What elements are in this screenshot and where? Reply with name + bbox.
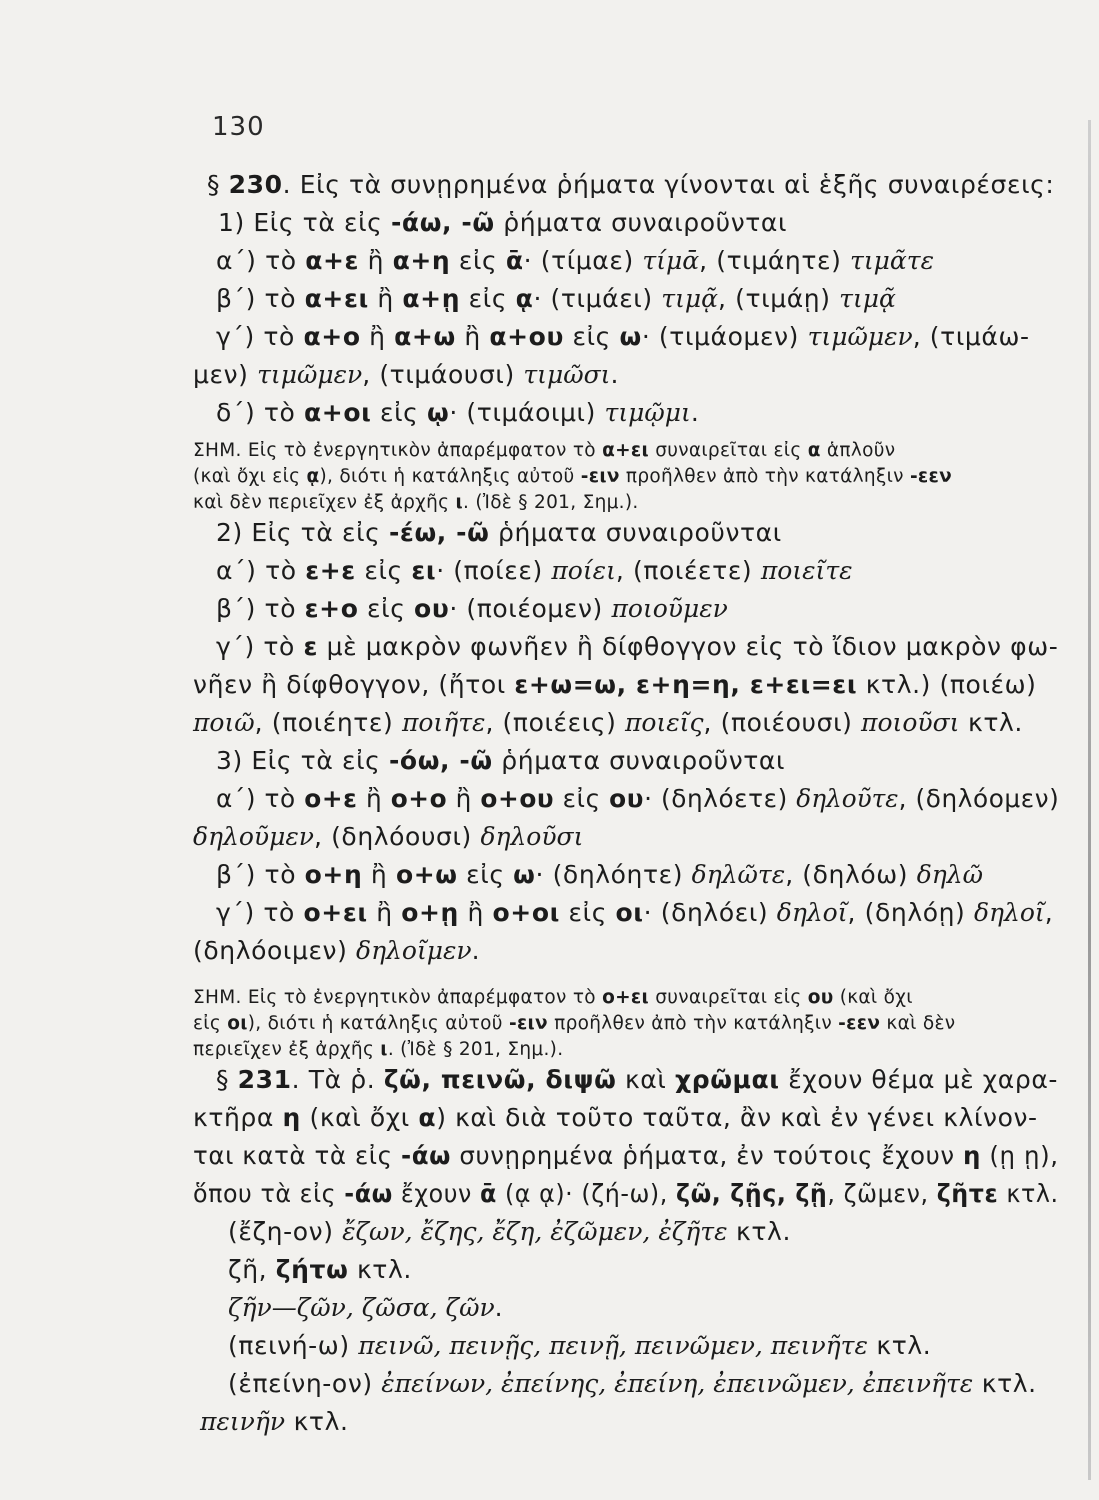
page-edge [1088,120,1091,1480]
rule-2b: β΄) τὸ ε+ο εἰς ου· (ποιέομεν) ποιοῦμεν [216,594,728,623]
rule-1c-cont: μεν) τιμῶμεν, (τιμάουσι) τιμῶσι. [193,360,620,389]
rule-3a-cont: δηλοῦμεν, (δηλόουσι) δηλοῦσι [193,822,584,851]
note-1-line-1: ΣΗΜ. Εἰς τὸ ἐνεργητικὸν ἀπαρέμφατον τὸ α+ει συναιρεῖται εἰς α ἁπλοῦν [193,440,896,461]
para-231-line-4: ὅπου τὰ εἰς -άω ἔχουν ᾱ (ᾳ ᾳ)· (ζή-ω), ζῶ, ζῇς, ζῇ, ζῶμεν, ζῆτε κτλ. [193,1179,1059,1208]
note-1-line-2: (καὶ ὄχι εἰς ᾳ), διότι ἡ κατάληξις αὐτοῦ -ειν προῆλθεν ἀπὸ τὴν κατάληξιν -εεν [193,466,953,487]
para-231-line-9: (ἐπείνη-ον) ἐπείνων, ἐπείνης, ἐπείνη, ἐπεινῶμεν, ἐπεινῆτε κτλ. [228,1369,1037,1398]
para-231-line-7: ζῆν—ζῶν, ζῶσα, ζῶν. [228,1293,504,1322]
page-number: 130 [212,112,265,142]
rule-2c-cont-2: ποιῶ, (ποιέητε) ποιῆτε, (ποιέεις) ποιεῖς, (ποιέουσι) ποιοῦσι κτλ. [193,708,1023,737]
rule-1c: γ΄) τὸ α+ο ἢ α+ω ἢ α+ου εἰς ω· (τιμάομεν) τιμῶμεν, (τιμάω- [216,322,1030,351]
para-231-line-3: ται κατὰ τὰ εἰς -άω συνῃρημένα ῥήματα, ἐν τούτοις ἔχουν η (ῃ ῃ), [193,1141,1059,1170]
rule-2a: α΄) τὸ ε+ε εἰς ει· (ποίεε) ποίει, (ποιέετε) ποιεῖτε [216,556,853,585]
note-2-line-1: ΣΗΜ. Εἰς τὸ ἐνεργητικὸν ἀπαρέμφατον τὸ ο+ει συναιρεῖται εἰς ου (καὶ ὄχι [193,987,913,1008]
rule-2-heading: 2) Εἰς τὰ εἰς -έω, -ῶ ῥήματα συναιροῦνται [216,518,782,547]
note-2-line-2: εἰς οι), διότι ἡ κατάληξις αὐτοῦ -ειν προῆλθεν ἀπὸ τὴν κατάληξιν -εεν καὶ δὲν [193,1013,956,1034]
para-231-line-10: πεινῆν κτλ. [200,1407,349,1436]
para-230-heading: § 230. Εἰς τὰ συνῃρημένα ῥήματα γίνονται αἱ ἑξῆς συναιρέσεις: [207,170,1055,199]
rule-2c: γ΄) τὸ ε μὲ μακρὸν φωνῆεν ἢ δίφθογγον εἰς τὸ ἴδιον μακρὸν φω- [216,632,1059,661]
para-231-line-6: ζῆ, ζήτω κτλ. [228,1255,412,1284]
rule-3b: β΄) τὸ ο+η ἢ ο+ω εἰς ω· (δηλόητε) δηλῶτε, (δηλόω) δηλῶ [216,860,983,889]
rule-3-heading: 3) Εἰς τὰ εἰς -όω, -ῶ ῥήματα συναιροῦνται [216,746,786,775]
rule-1-heading: 1) Εἰς τὰ εἰς -άω, -ῶ ῥήματα συναιροῦνται [218,208,788,237]
para-231-line-5: (ἔζη-ον) ἔζων, ἔζης, ἔζη, ἐζῶμεν, ἐζῆτε κτλ. [228,1217,791,1246]
rule-3c: γ΄) τὸ ο+ει ἢ ο+ῃ ἢ ο+οι εἰς οι· (δηλόει) δηλοῖ, (δηλόῃ) δηλοῖ, [216,898,1054,927]
rule-3c-cont: (δηλόοιμεν) δηλοῖμεν. [193,936,481,965]
rule-2c-cont-1: νῆεν ἢ δίφθογγον, (ἤτοι ε+ω=ω, ε+η=η, ε+ει=ει κτλ.) (ποιέω) [193,670,1037,699]
rule-3a: α΄) τὸ ο+ε ἢ ο+ο ἢ ο+ου εἰς ου· (δηλόετε) δηλοῦτε, (δηλόομεν) [216,784,1060,813]
para-231-line-8: (πεινή-ω) πεινῶ, πεινῇς, πεινῇ, πεινῶμεν, πεινῆτε κτλ. [228,1331,932,1360]
para-231-line-2: κτῆρα η (καὶ ὄχι α) καὶ διὰ τοῦτο ταῦτα, ἂν καὶ ἐν γένει κλίνον- [193,1103,1038,1132]
note-2-line-3: περιεῖχεν ἐξ ἀρχῆς ι. (Ἰδὲ § 201, Σημ.). [193,1039,564,1060]
rule-1b: β΄) τὸ α+ει ἢ α+ῃ εἰς ᾳ· (τιμάει) τιμᾷ, (τιμάῃ) τιμᾷ [216,284,896,313]
rule-1a: α΄) τὸ α+ε ἢ α+η εἰς ᾱ· (τίμαε) τίμᾱ, (τιμάητε) τιμᾶτε [216,246,935,275]
para-231-line-1: § 231. Τὰ ῥ. ζῶ, πεινῶ, διψῶ καὶ χρῶμαι ἔχουν θέμα μὲ χαρα- [216,1065,1059,1094]
rule-1d: δ΄) τὸ α+οι εἰς ῳ· (τιμάοιμι) τιμῷμι. [216,398,700,427]
note-1-line-3: καὶ δὲν περιεῖχεν ἐξ ἀρχῆς ι. (Ἰδὲ § 201, Σημ.). [193,492,639,513]
